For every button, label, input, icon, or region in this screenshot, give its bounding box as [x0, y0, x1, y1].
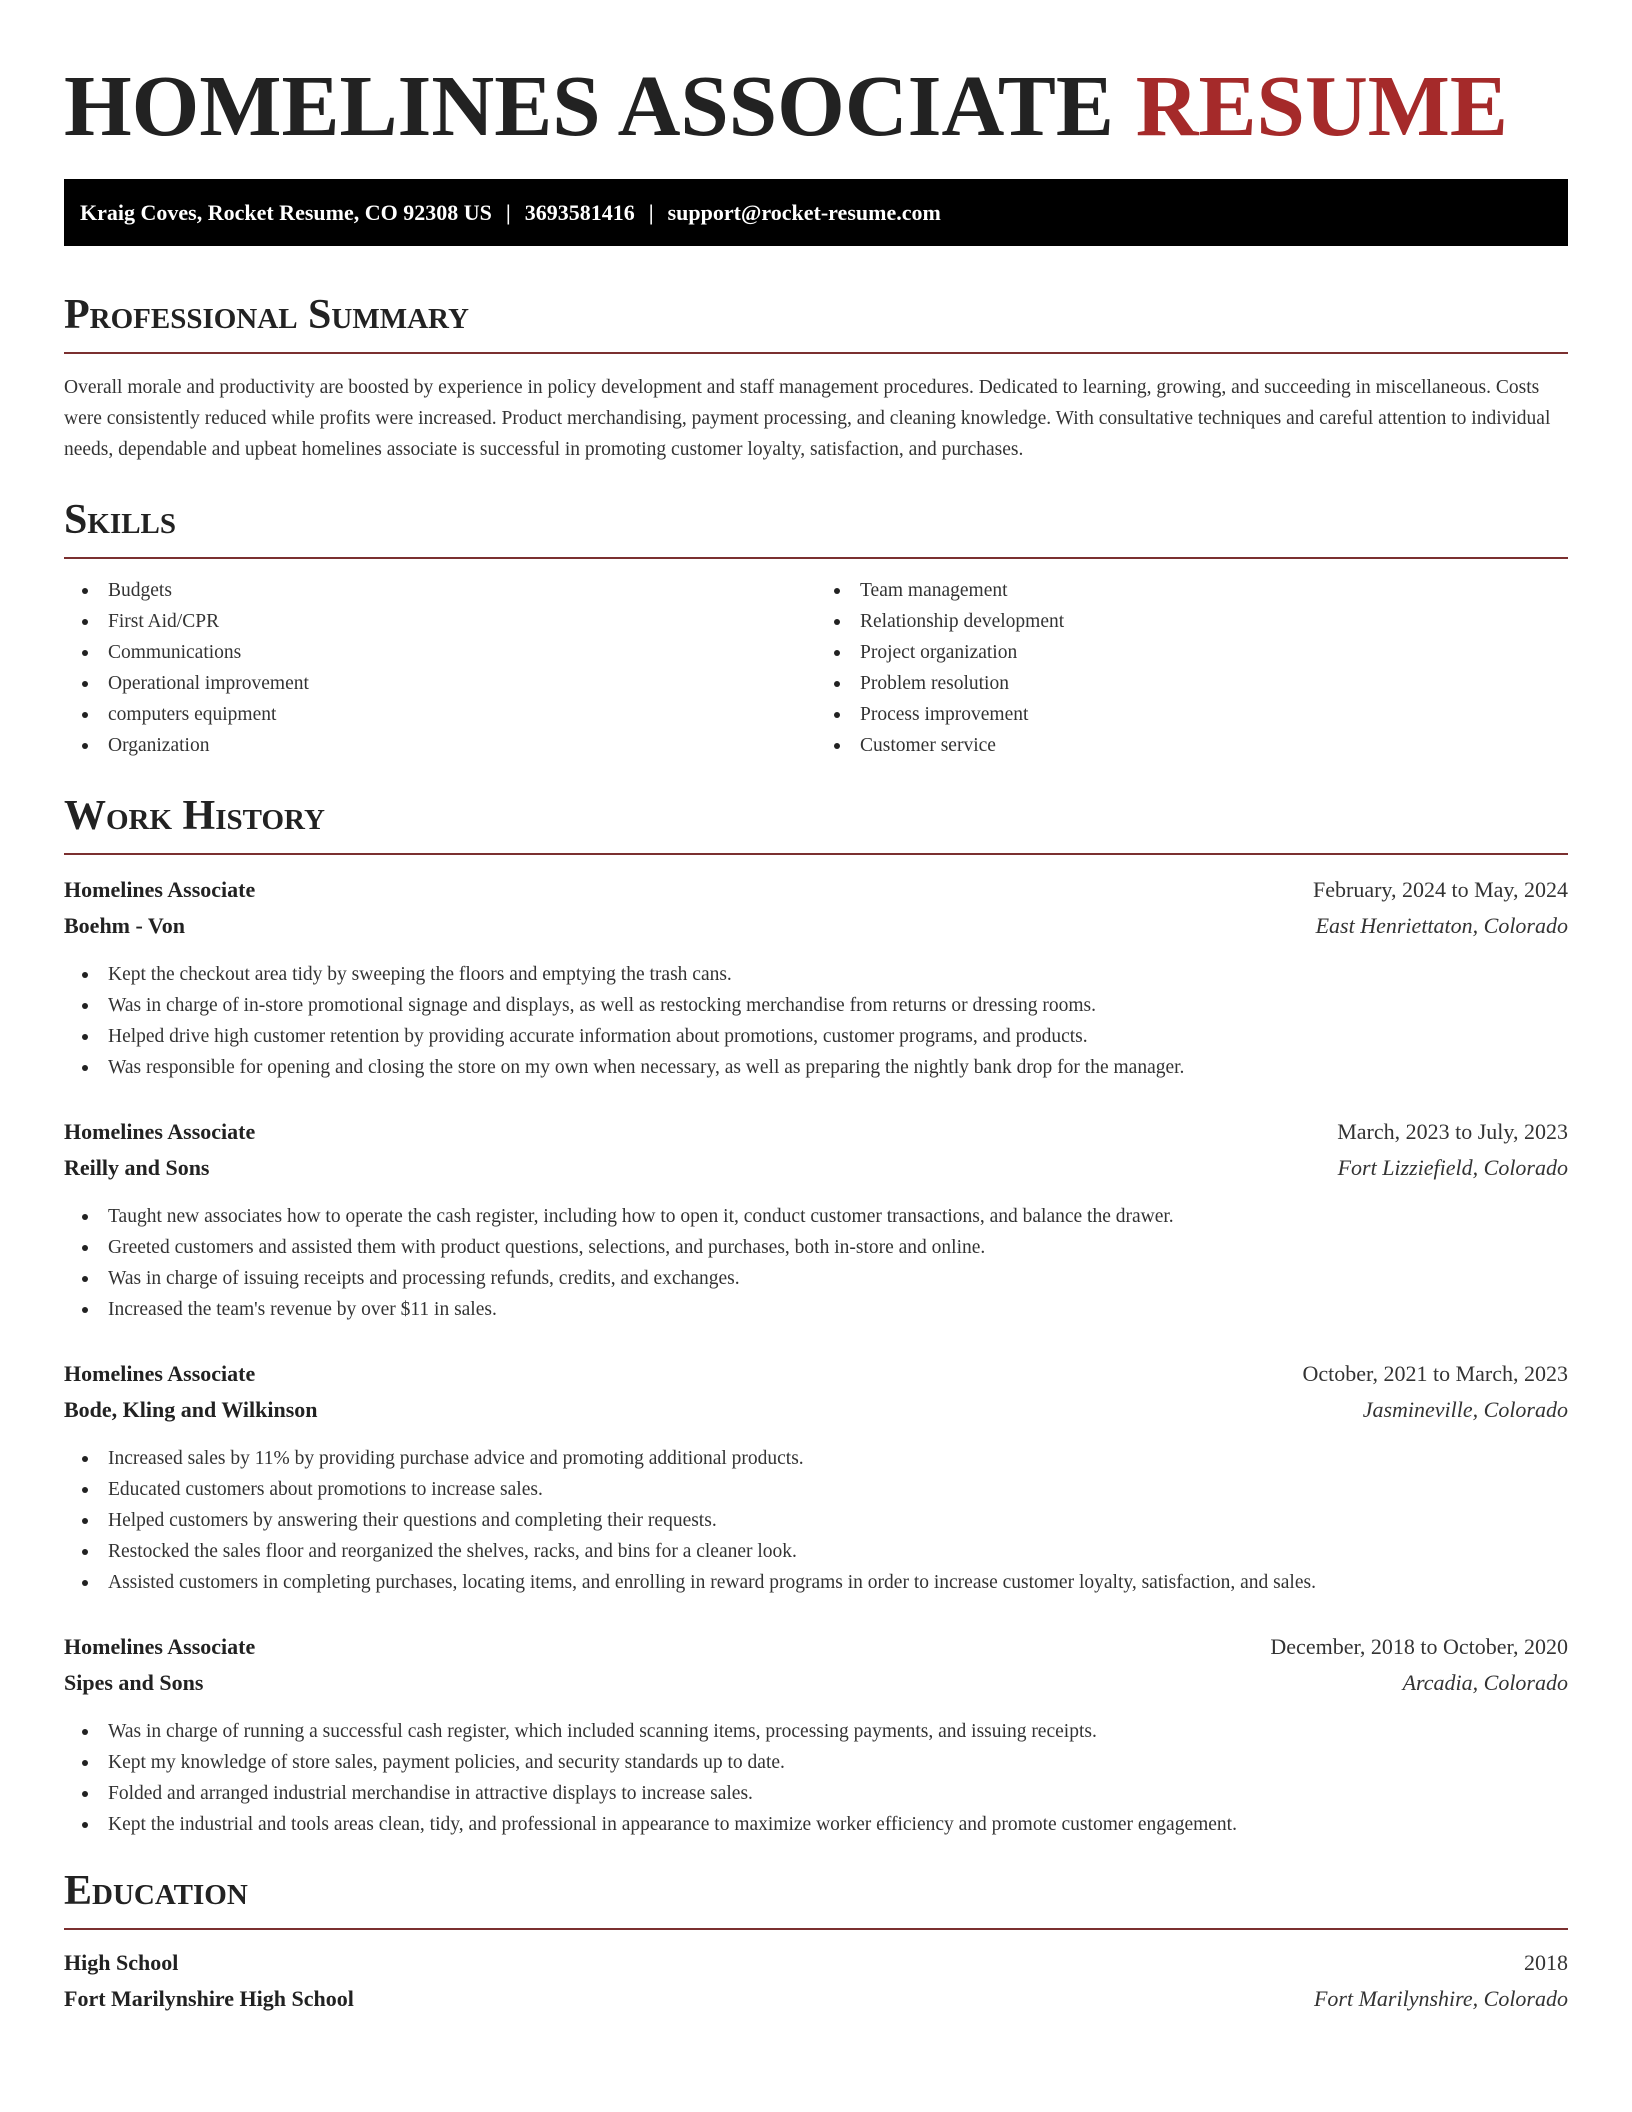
- work-history-section: [64, 795, 1568, 1840]
- section-divider: [64, 557, 1568, 559]
- job-entry: [64, 1634, 1568, 1840]
- contact-separator: |: [505, 200, 511, 225]
- education-school-row: [64, 1986, 1568, 2022]
- job-company-row: [64, 913, 1568, 949]
- education-year: 2018: [1524, 1950, 1568, 1975]
- section-divider: [64, 853, 1568, 855]
- skill-item: Communications: [64, 637, 816, 668]
- job-entry: [64, 1361, 1568, 1598]
- job-dates: March, 2023 to July, 2023: [1337, 1119, 1568, 1144]
- job-header-row: [64, 1119, 1568, 1155]
- job-company: Sipes and Sons: [64, 1670, 204, 1695]
- job-location: East Henriettaton, Colorado: [1315, 913, 1568, 938]
- skills-column-left: [64, 575, 816, 761]
- duty-item: Greeted customers and assisted them with product questions, selections, and purchases, both in-store and online.: [64, 1232, 1568, 1263]
- job-dates: February, 2024 to May, 2024: [1313, 877, 1568, 902]
- education-heading: Education: [64, 1868, 248, 1914]
- title-main: HOMELINES ASSOCIATE: [64, 57, 1114, 154]
- skill-item: Team management: [816, 575, 1568, 606]
- job-company-row: [64, 1397, 1568, 1433]
- duty-item: Assisted customers in completing purchases, locating items, and enrolling in reward programs in order to increase customer loyalty, satisfaction, and sales.: [64, 1567, 1568, 1598]
- job-entry: [64, 1119, 1568, 1325]
- summary-section: [64, 294, 1568, 465]
- education-section: [64, 1870, 1568, 2022]
- job-dates: October, 2021 to March, 2023: [1302, 1361, 1568, 1386]
- duty-item: Was in charge of running a successful cash register, which included scanning items, processing payments, and issuing receipts.: [64, 1716, 1568, 1747]
- contact-bar: [64, 179, 1568, 246]
- section-divider: [64, 352, 1568, 354]
- job-company-row: [64, 1155, 1568, 1191]
- job-title: Homelines Associate: [64, 1634, 256, 1659]
- skills-section: [64, 499, 1568, 761]
- duty-item: Was in charge of in-store promotional signage and displays, as well as restocking merchandise from returns or dressing rooms.: [64, 990, 1568, 1021]
- skills-grid: [64, 575, 1568, 761]
- job-header-row: [64, 877, 1568, 913]
- duty-item: Was in charge of issuing receipts and processing refunds, credits, and exchanges.: [64, 1263, 1568, 1294]
- skills-column-right: [816, 575, 1568, 761]
- skill-item: Problem resolution: [816, 668, 1568, 699]
- skill-item: Process improvement: [816, 699, 1568, 730]
- job-company-row: [64, 1670, 1568, 1706]
- skill-item: Operational improvement: [64, 668, 816, 699]
- job-duties: [64, 1716, 1568, 1840]
- skill-item: Organization: [64, 730, 816, 761]
- job-title: Homelines Associate: [64, 877, 256, 902]
- job-company: Bode, Kling and Wilkinson: [64, 1397, 318, 1422]
- contact-separator: |: [648, 200, 654, 225]
- job-location: Arcadia, Colorado: [1402, 1670, 1568, 1695]
- duty-item: Educated customers about promotions to increase sales.: [64, 1474, 1568, 1505]
- job-duties: [64, 1443, 1568, 1598]
- duty-item: Kept the industrial and tools areas clean, tidy, and professional in appearance to maximize worker efficiency and promote customer engagement.: [64, 1809, 1568, 1840]
- education-entry: [64, 1950, 1568, 2022]
- duty-item: Was responsible for opening and closing the store on my own when necessary, as well as preparing the nightly bank drop for the manager.: [64, 1052, 1568, 1083]
- job-duties: [64, 959, 1568, 1083]
- contact-address: Kraig Coves, Rocket Resume, CO 92308 US: [80, 200, 492, 225]
- job-entry: [64, 877, 1568, 1083]
- education-location: Fort Marilynshire, Colorado: [1313, 1986, 1568, 2011]
- job-header-row: [64, 1634, 1568, 1670]
- job-title: Homelines Associate: [64, 1119, 256, 1144]
- skill-item: computers equipment: [64, 699, 816, 730]
- duty-item: Increased the team's revenue by over $11 in sales.: [64, 1294, 1568, 1325]
- skills-heading: Skills: [64, 497, 177, 543]
- work-history-heading: Work History: [64, 793, 325, 839]
- duty-item: Taught new associates how to operate the cash register, including how to open it, conduct customer transactions, and balance the drawer.: [64, 1201, 1568, 1232]
- job-company: Boehm - Von: [64, 913, 186, 938]
- resume-title: [64, 52, 1568, 154]
- education-school: Fort Marilynshire High School: [64, 1986, 354, 2011]
- duty-item: Kept my knowledge of store sales, payment policies, and security standards up to date.: [64, 1747, 1568, 1778]
- summary-heading: Professional Summary: [64, 292, 469, 338]
- skill-item: Budgets: [64, 575, 816, 606]
- skill-item: First Aid/CPR: [64, 606, 816, 637]
- contact-email[interactable]: support@rocket-resume.com: [667, 200, 941, 225]
- skill-item: Project organization: [816, 637, 1568, 668]
- job-location: Jasmineville, Colorado: [1362, 1397, 1568, 1422]
- duty-item: Increased sales by 11% by providing purchase advice and promoting additional products.: [64, 1443, 1568, 1474]
- duty-item: Restocked the sales floor and reorganized the shelves, racks, and bins for a cleaner look.: [64, 1536, 1568, 1567]
- section-divider: [64, 1928, 1568, 1930]
- duty-item: Folded and arranged industrial merchandise in attractive displays to increase sales.: [64, 1778, 1568, 1809]
- skill-item: Customer service: [816, 730, 1568, 761]
- education-degree: High School: [64, 1950, 179, 1975]
- job-location: Fort Lizziefield, Colorado: [1337, 1155, 1568, 1180]
- education-degree-row: [64, 1950, 1568, 1986]
- duty-item: Helped customers by answering their questions and completing their requests.: [64, 1505, 1568, 1536]
- job-dates: December, 2018 to October, 2020: [1270, 1634, 1568, 1659]
- job-title: Homelines Associate: [64, 1361, 256, 1386]
- summary-text: Overall morale and productivity are boosted by experience in policy development and staff management procedures. Dedicated to learning, growing, and succeeding in miscellaneous. Costs were consistently reduced while profits were increased. Product merchandising, payment processing, and cleaning knowledge. With consultative techniques and careful attention to individual needs, dependable and upbeat homelines associate is successful in promoting customer loyalty, satisfaction, and purchases.: [64, 377, 1551, 460]
- duty-item: Kept the checkout area tidy by sweeping the floors and emptying the trash cans.: [64, 959, 1568, 990]
- title-accent: RESUME: [1135, 57, 1508, 154]
- duty-item: Helped drive high customer retention by providing accurate information about promotions, customer programs, and products.: [64, 1021, 1568, 1052]
- job-header-row: [64, 1361, 1568, 1397]
- job-company: Reilly and Sons: [64, 1155, 210, 1180]
- skill-item: Relationship development: [816, 606, 1568, 637]
- contact-phone: 3693581416: [524, 200, 635, 225]
- job-duties: [64, 1201, 1568, 1325]
